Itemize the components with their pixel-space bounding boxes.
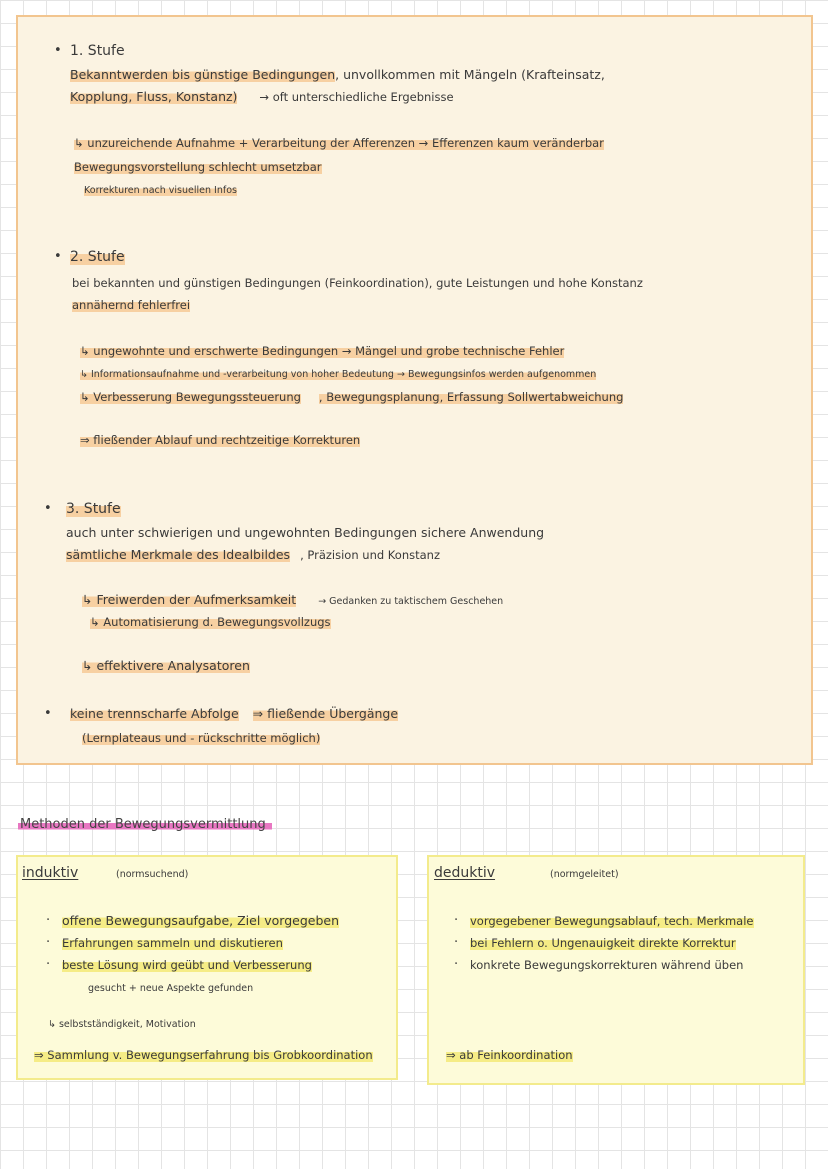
stage1-line2: Kopplung, Fluss, Konstanz) — [70, 89, 238, 104]
bullet: • — [54, 43, 62, 58]
stage3-title: 3. Stufe — [66, 501, 121, 517]
stage1-line1: Bekanntwerden bis günstige Bedingungen — [70, 67, 336, 82]
methods-heading: Methoden der Bewegungsvermittlung — [18, 816, 272, 834]
stage3-line5: ↳ effektivere Analysatoren — [82, 658, 250, 673]
inductive-subtitle: (normsuchend) — [116, 869, 189, 880]
stage2-line1: bei bekannten und günstigen Bedingungen (Feinkoordination), gute Leistungen und hohe Konstanz — [72, 276, 643, 290]
inductive-title: induktiv — [22, 865, 79, 881]
bullet: · — [46, 935, 51, 950]
bullet: • — [44, 706, 52, 721]
bullet: · — [454, 957, 459, 972]
bullet: · — [46, 913, 51, 928]
inductive-cont: gesucht + neue Aspekte gefunden — [88, 983, 254, 994]
inductive-arrow: ↳ selbstständigkeit, Motivation — [48, 1019, 196, 1030]
bullet: • — [44, 501, 52, 516]
stage3-line2: sämtliche Merkmale des Idealbildes — [66, 547, 291, 562]
bullet: · — [454, 935, 459, 950]
deductive-item-1: vorgegebener Bewegungsablauf, tech. Merkmale — [470, 914, 754, 928]
deductive-title: deduktiv — [434, 865, 496, 881]
stage3-line4: ↳ Automatisierung d. Bewegungsvollzugs — [90, 615, 331, 629]
stage1-line2b: → oft unterschiedliche Ergebnisse — [259, 90, 454, 104]
bullet: • — [54, 249, 62, 264]
bullet: · — [46, 957, 51, 972]
stage1-title: 1. Stufe — [70, 43, 125, 59]
stage1-line4: Bewegungsvorstellung schlecht umsetzbar — [74, 160, 322, 174]
stage3-line3: ↳ Freiwerden der Aufmerksamkeit — [82, 592, 297, 607]
inductive-item-1: offene Bewegungsaufgabe, Ziel vorgegeben — [62, 913, 340, 928]
stage2-line4: ↳ Informationsaufnahme und -verarbeitung von hoher Bedeutung → Bewegungsinfos werden aufgenommen — [80, 369, 597, 380]
stage2-line2: annähernd fehlerfrei — [72, 298, 191, 312]
stage2-line5b: , Bewegungsplanung — [318, 390, 440, 404]
deductive-subtitle: (normgeleitet) — [550, 869, 619, 880]
deductive-result: ⇒ ab Feinkoordination — [446, 1048, 573, 1062]
note-line2: (Lernplateaus und - rückschritte möglich) — [82, 731, 321, 745]
stage2-line3: ↳ ungewohnte und erschwerte Bedingungen → Mängel und grobe technische Fehler — [80, 344, 565, 358]
stage2-title: 2. Stufe — [70, 249, 125, 265]
inductive-item-2: Erfahrungen sammeln und diskutieren — [62, 936, 283, 950]
stage2-line5: ↳ Verbesserung Bewegungssteuerung — [80, 390, 301, 404]
stage2-line6: ⇒ fließender Ablauf und rechtzeitige Korrekturen — [80, 433, 361, 447]
stage2-line5c: , Erfassung Sollwertabweichung — [439, 390, 624, 404]
stage3-line3b: → Gedanken zu taktischem Geschehen — [318, 596, 504, 607]
inductive-item-3: beste Lösung wird geübt und Verbesserung — [62, 958, 312, 972]
bullet: · — [454, 913, 459, 928]
stage1-line3: ↳ unzureichende Aufnahme + Verarbeitung der Afferenzen → Efferenzen kaum veränderbar — [74, 136, 604, 150]
note-line1b: ⇒ fließende Übergänge — [252, 706, 399, 721]
stage3-line1: auch unter schwierigen und ungewohnten Bedingungen sichere Anwendung — [66, 525, 545, 540]
deductive-item-2: bei Fehlern o. Ungenauigkeit direkte Korrektur — [470, 936, 736, 950]
note-line1: keine trennscharfe Abfolge — [70, 706, 239, 721]
deductive-item-3: konkrete Bewegungskorrekturen während üben — [470, 958, 744, 972]
stage1-line1b: , unvollkommen mit Mängeln (Krafteinsatz, — [335, 67, 605, 82]
inductive-result: ⇒ Sammlung v. Bewegungserfahrung bis Grobkoordination — [34, 1048, 373, 1062]
stage3-line2b: , Präzision und Konstanz — [300, 548, 440, 562]
stage1-line5: Korrekturen nach visuellen Infos — [84, 185, 237, 196]
